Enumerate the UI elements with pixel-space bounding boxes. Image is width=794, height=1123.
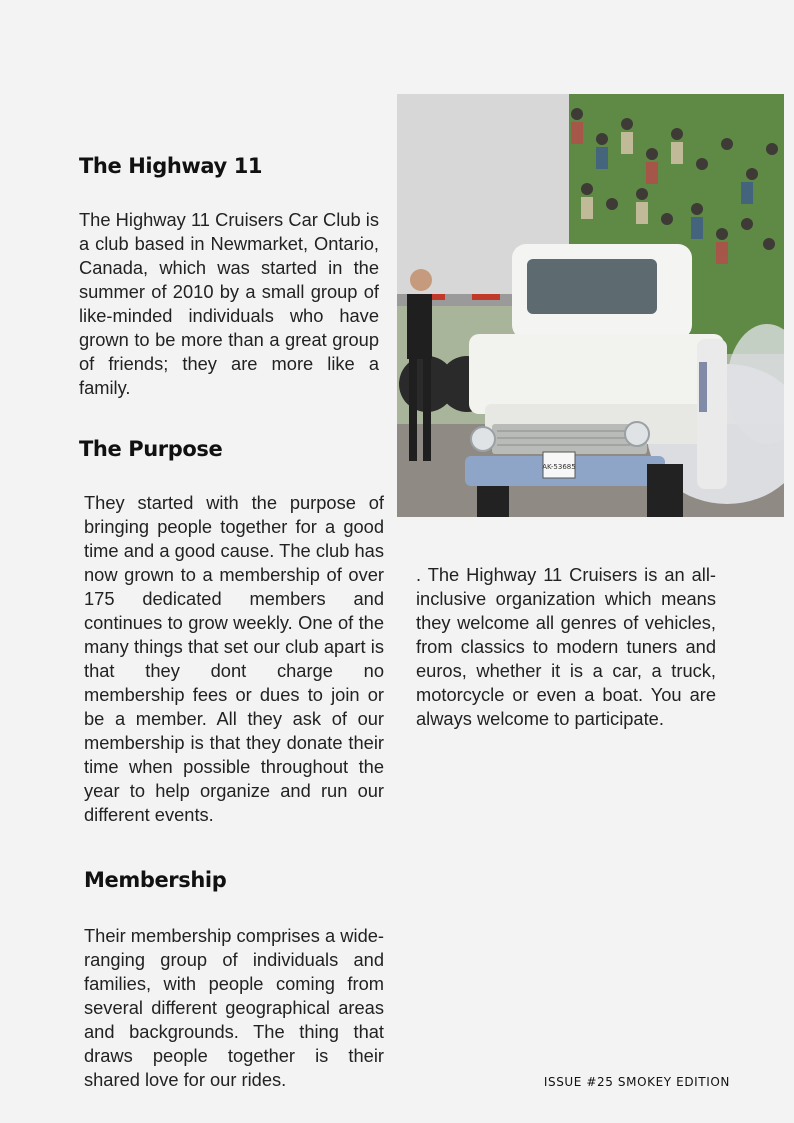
section-body-purpose: They started with the purpose of bringing people together for a good time and a good cause. The club has now grown to a membership of over 175 dedicated members and continues to grow weekly. One of the many things that set our club apart is that they dont charge no membership fees or dues to join or be a member. All they ask of our membership is that they donate their time when possible throughout the year to help organize and run our different events.	[84, 492, 384, 825]
section-body-inclusive: . The Highway 11 Cruisers is an all-inclusive organization which means they welcome all genres of vehicles, from classics to modern tuners and euros, whether it is a car, a truck, motorcycle or even a boat. You are always welcome to participate.	[416, 564, 716, 729]
car-club-photo	[397, 94, 784, 517]
issue-footer: ISSUE #25 SMOKEY EDITION	[543, 1075, 730, 1089]
license-plate: AK-53685	[542, 463, 576, 471]
section-body-membership: Their membership comprises a wide-ranging group of individuals and families, with people coming from several different geographical areas and backgrounds. The thing that draws people together is their shared love for our rides.	[84, 925, 384, 1090]
section-body-highway: The Highway 11 Cruisers Car Club is a club based in Newmarket, Ontario, Canada, which was started in the summer of 2010 by a small group of like-minded individuals who have grown to be more than a great group of friends; they are more like a family.	[79, 209, 379, 398]
section-heading-purpose: The Purpose	[79, 437, 223, 461]
section-heading-highway: The Highway 11	[79, 154, 263, 178]
section-heading-membership: Membership	[84, 868, 227, 892]
